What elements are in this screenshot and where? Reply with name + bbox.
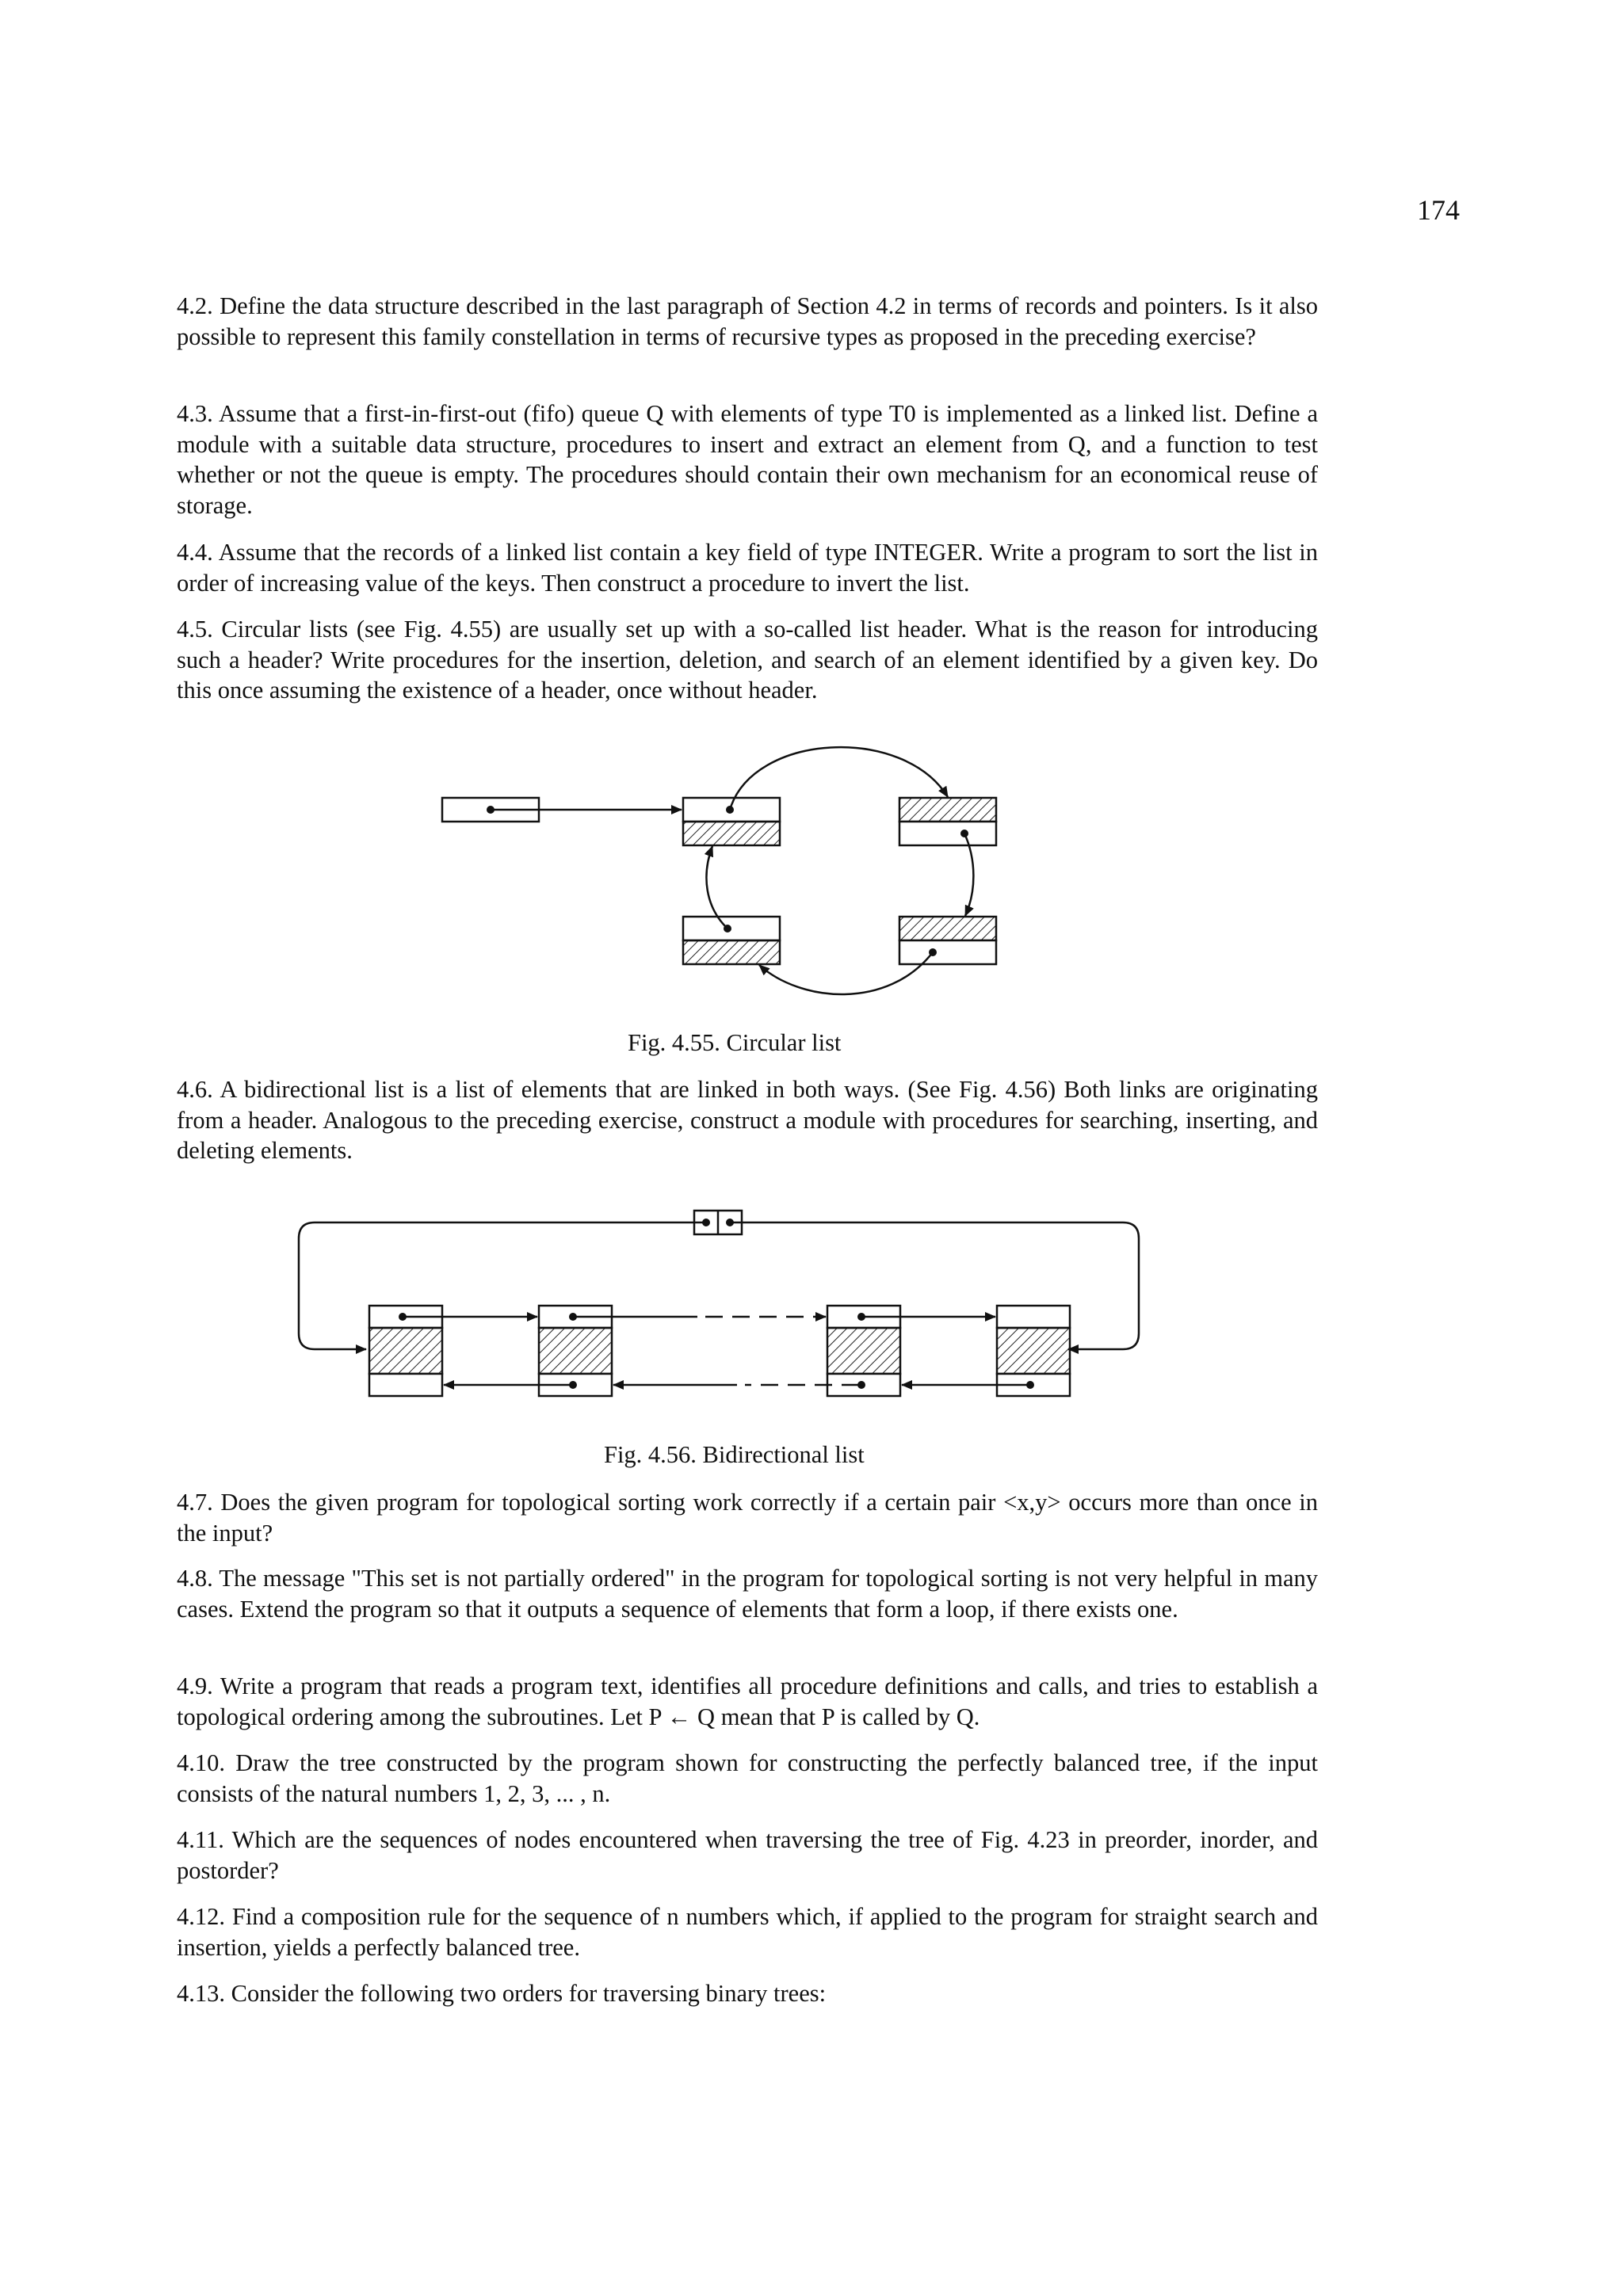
- exercise-4-6: 4.6. A bidirectional list is a list of elements that are linked in both ways. (See Fig. 4.56) Both links are originating from a header. Analogous to the preceding exercise, construct a module with procedures for searching, inserting, and deleting elements.: [177, 1076, 1318, 1164]
- exercise-4-2: 4.2. Define the data structure described in the last paragraph of Section 4.2 in terms of records and pointers. Is it also possible to represent this family constellation in terms of recursive types as proposed in the preceding exercise?: [177, 292, 1318, 350]
- node-top-right-pointer: [899, 822, 996, 845]
- exercise-4-13: 4.13. Consider the following two orders for traversing binary trees:: [177, 1980, 827, 2007]
- header-right-link: [730, 1222, 1139, 1349]
- node-bottom-right-pointer: [899, 940, 996, 964]
- node-1: [369, 1306, 442, 1396]
- circular-list-figure: [0, 741, 1623, 1026]
- exercise-4-4: 4.4. Assume that the records of a linked list contain a key field of type INTEGER. Write a program to sort the list in order of increasing value of the keys. Then construct a procedure to invert the list.: [177, 539, 1318, 597]
- node-bottom-right-data: [899, 917, 996, 940]
- node-top-right-data: [899, 798, 996, 822]
- bidirectional-list-figure: [0, 1196, 1623, 1402]
- exercise-4-7: 4.7. Does the given program for topological sorting work correctly if a certain pair <x,y> occurs more than once in the input?: [177, 1489, 1318, 1547]
- exercise-4-11: 4.11. Which are the sequences of nodes encountered when traversing the tree of Fig. 4.23 in preorder, inorder, and postorder?: [177, 1826, 1318, 1884]
- exercise-4-12: 4.12. Find a composition rule for the sequence of n numbers which, if applied to the program for straight search and insertion, yields a perfectly balanced tree.: [177, 1903, 1318, 1961]
- exercise-4-3: 4.3. Assume that a first-in-first-out (fifo) queue Q with elements of type T0 is implemented as a linked list. Define a module with a suitable data structure, procedures to insert and extract an element from Q, and a function to test whether or not the queue is empty. The procedures should contain their own mechanism for an economical reuse of storage.: [177, 400, 1318, 519]
- header-left-link: [299, 1222, 706, 1349]
- node-bottom-left-data: [683, 940, 780, 964]
- figure-caption-4-55: Fig. 4.55. Circular list: [628, 1029, 842, 1056]
- node-4: [997, 1306, 1070, 1396]
- figure-caption-4-56: Fig. 4.56. Bidirectional list: [604, 1441, 865, 1468]
- exercise-4-10: 4.10. Draw the tree constructed by the program shown for constructing the perfectly balanced tree, if the input consists of the natural numbers 1, 2, 3, ... , n.: [177, 1749, 1318, 1807]
- page-number: 174: [1417, 194, 1460, 226]
- exercise-4-5: 4.5. Circular lists (see Fig. 4.55) are usually set up with a so-called list header. What is the reason for introducing such a header? Write procedures for the insertion, deletion, and search of an element identified by a given key. Do this once assuming the existence of a header, once without header.: [177, 616, 1318, 704]
- node-top-left-data: [683, 822, 780, 845]
- exercise-4-8: 4.8. The message "This set is not partially ordered" in the program for topological sorting is not very helpful in many cases. Extend the program so that it outputs a sequence of elements that form a loop, if there exists one.: [177, 1565, 1318, 1623]
- exercise-4-9: 4.9. Write a program that reads a program text, identifies all procedure definitions and calls, and tries to establish a topological ordering among the subroutines. Let P ← Q mean that P is called by Q.: [177, 1672, 1318, 1730]
